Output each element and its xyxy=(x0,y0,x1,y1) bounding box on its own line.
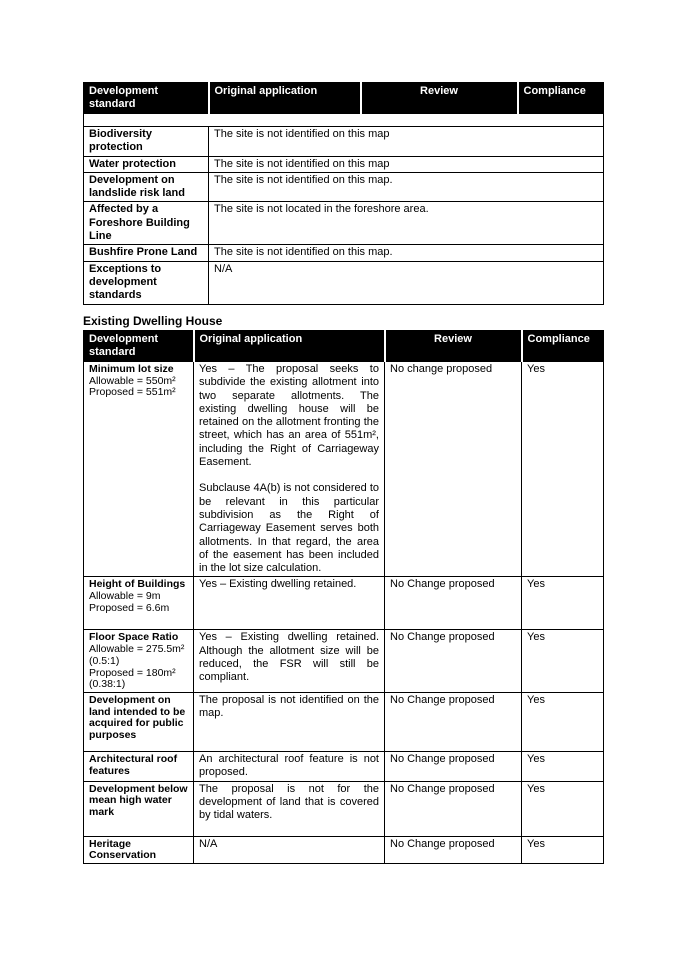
standard-title: Development on land intended to be acquired for public purposes xyxy=(89,693,186,742)
standard-cell: Affected by a Foreshore Building Line xyxy=(84,202,209,245)
application-paragraph: The proposal is not for the development of land that is covered by tidal waters. xyxy=(199,782,379,822)
header-compliance: Compliance xyxy=(522,331,604,362)
application-cell: The site is not located in the foreshore area. xyxy=(209,202,604,245)
application-paragraph: An architectural roof feature is not proposed. xyxy=(199,752,379,779)
compliance-cell: Yes xyxy=(522,836,604,863)
review-cell: No Change proposed xyxy=(385,692,522,751)
review-cell: No Change proposed xyxy=(385,836,522,863)
compliance-cell: Yes xyxy=(522,362,604,577)
standard-title: Minimum lot size xyxy=(89,363,174,375)
table-row xyxy=(84,836,604,863)
standard-detail: Allowable = 550m² xyxy=(89,374,176,387)
standard-cell xyxy=(84,577,194,630)
standard-title: Height of Buildings xyxy=(89,578,186,591)
standard-title: Development below mean high water mark xyxy=(89,782,188,818)
application-cell xyxy=(194,781,385,836)
header-original-application: Original application xyxy=(194,331,385,362)
table-header-row xyxy=(84,83,604,114)
table-row xyxy=(84,172,604,202)
map-standards-table xyxy=(83,82,604,305)
table-row xyxy=(84,127,604,157)
header-development-standard: Development standard xyxy=(84,83,209,114)
section-heading: Existing Dwelling House xyxy=(83,314,223,328)
application-paragraph: The proposal is not identified on the map. xyxy=(199,693,379,720)
header-review: Review xyxy=(385,331,522,362)
header-compliance: Compliance xyxy=(518,83,604,114)
standard-detail: Proposed = 180m² (0.38:1) xyxy=(89,666,176,691)
table-row xyxy=(84,692,604,751)
table-row xyxy=(84,156,604,172)
table-row xyxy=(84,781,604,836)
standard-cell: Bushfire Prone Land xyxy=(84,245,209,261)
compliance-cell: Yes xyxy=(522,781,604,836)
table-row xyxy=(84,261,604,304)
compliance-cell: Yes xyxy=(522,577,604,630)
header-review: Review xyxy=(361,83,518,114)
application-cell xyxy=(194,692,385,751)
application-paragraph: Yes – Existing dwelling retained. Although the allotment size will be reduced, the FSR will still be compliant. xyxy=(199,631,379,684)
standard-cell xyxy=(84,630,194,693)
header-development-standard: Development standard xyxy=(84,331,194,362)
application-cell xyxy=(194,577,385,630)
standard-cell xyxy=(84,692,194,751)
application-paragraph: Yes – Existing dwelling retained. xyxy=(199,578,357,591)
compliance-cell: Yes xyxy=(522,692,604,751)
review-cell: No Change proposed xyxy=(385,781,522,836)
standard-title: Floor Space Ratio xyxy=(89,631,179,644)
spacer-row xyxy=(84,114,604,127)
standard-detail: Proposed = 551m² xyxy=(89,386,176,399)
standard-cell xyxy=(84,781,194,836)
application-cell: The site is not identified on this map xyxy=(209,156,604,172)
table-row xyxy=(84,751,604,781)
compliance-cell: Yes xyxy=(522,751,604,781)
spacer-cell xyxy=(84,114,604,127)
application-cell: N/A xyxy=(209,261,604,304)
table-header-row xyxy=(84,331,604,362)
standard-cell: Water protection xyxy=(84,156,209,172)
application-cell: The site is not identified on this map. xyxy=(209,172,604,202)
review-cell: No Change proposed xyxy=(385,577,522,630)
application-paragraph: Subclause 4A(b) is not considered to be relevant in this particular subdivision as the Right of Carriageway Easement serves both allotments. In that regard, the area of the easement has been included in the lot size calculation. xyxy=(199,482,379,575)
table-row xyxy=(84,630,604,693)
review-cell: No change proposed xyxy=(385,362,522,577)
review-cell: No Change proposed xyxy=(385,630,522,693)
standard-cell: Exceptions to development standards xyxy=(84,261,209,304)
application-paragraph: Yes – The proposal seeks to subdivide the existing allotment into two separate allotments. The existing dwelling house will be retained on the allotment fronting the street, which has an area of 551m², including the Right of Carriageway Easement. xyxy=(199,363,379,469)
application-cell xyxy=(194,751,385,781)
application-cell: The site is not identified on this map xyxy=(209,127,604,157)
header-original-application: Original application xyxy=(209,83,361,114)
standard-cell: Biodiversity protection xyxy=(84,127,209,157)
standard-cell xyxy=(84,836,194,863)
standard-cell xyxy=(84,362,194,577)
standard-cell xyxy=(84,751,194,781)
application-cell xyxy=(194,630,385,693)
standard-detail: Proposed = 6.6m xyxy=(89,601,170,614)
table-row xyxy=(84,245,604,261)
compliance-cell: Yes xyxy=(522,630,604,693)
standard-detail: Allowable = 9m xyxy=(89,590,161,603)
application-cell xyxy=(194,362,385,577)
standard-title: Heritage Conservation xyxy=(89,837,157,862)
table-row xyxy=(84,202,604,245)
standard-cell: Development on landslide risk land xyxy=(84,172,209,202)
standard-detail: Allowable = 275.5m² (0.5:1) xyxy=(89,643,185,667)
table-row xyxy=(84,362,604,577)
application-cell: The site is not identified on this map. xyxy=(209,245,604,261)
application-cell xyxy=(194,836,385,863)
table-row xyxy=(84,577,604,630)
dwelling-house-table xyxy=(83,330,604,864)
application-paragraph: N/A xyxy=(199,837,218,850)
review-cell: No Change proposed xyxy=(385,751,522,781)
standard-title: Architectural roof features xyxy=(89,752,178,777)
